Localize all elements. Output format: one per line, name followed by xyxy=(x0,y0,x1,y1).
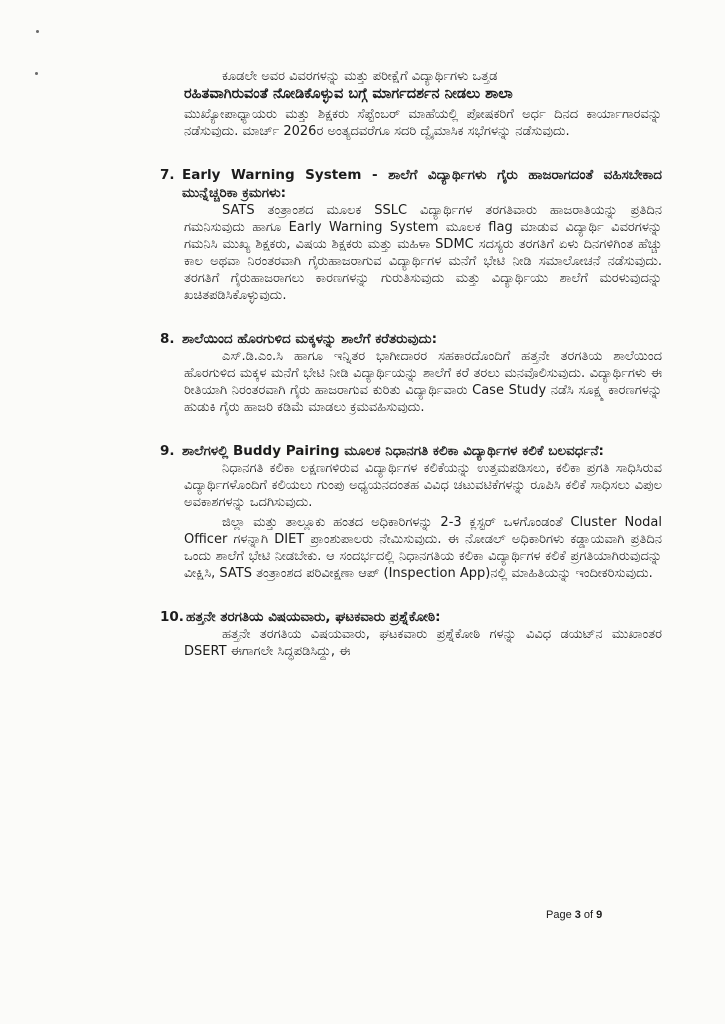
section-paragraph: SATS ತಂತ್ರಾಂಶದ ಮೂಲಕ SSLC ವಿದ್ಯಾರ್ಥಿಗಳ ತರಗತಿವಾರು ಹಾಜರಾತಿಯನ್ನು ಪ್ರತಿದಿನ ಗಮನಿಸುವುದು ಹಾಗೂ Early Warning System ಮೂಲಕ flag ಮಾಡುವ ವಿದ್ಯಾರ್ಥಿ ವಿವರಗಳನ್ನು ಗಮನಿಸಿ ಮುಖ್ಯ ಶಿಕ್ಷಕರು, ವಿಷಯ ಶಿಕ್ಷಕರು ಮತ್ತು ಮಹಿಳಾ SDMC ಸದಸ್ಯರು ತರಗತಿಗೆ ಏಳು ದಿನಗಳಿಗಿಂತ ಹೆಚ್ಚು ಕಾಲ ಅಥವಾ ನಿರಂತರವಾಗಿ ಗೈರುಹಾಜರಾಗುವ ವಿದ್ಯಾರ್ಥಿಗಳ ಮನೆಗೆ ಭೇಟಿ ನೀಡಿ ಸಮಾಲೋಚನೆ ನಡೆಸುವುದು. ತರಗತಿಗೆ ಗೈರುಹಾಜರಾಗಲು ಕಾರಣಗಳನ್ನು ಗುರುತಿಸುವುದು ಮತ್ತು ವಿದ್ಯಾರ್ಥಿಯು ಶಾಲೆಗೆ ಮರಳುವುದನ್ನು ಖಚಿತಪಡಿಸಿಕೊಳ್ಳುವುದು. xyxy=(184,203,662,303)
section-number: 8. xyxy=(160,331,175,347)
section-9 xyxy=(162,442,662,582)
page-prefix: Page xyxy=(546,909,575,921)
section-paragraph: ಹತ್ತನೇ ತರಗತಿಯ ವಿಷಯವಾರು, ಘಟಕವಾರು ಪ್ರಶ್ನೆಕೋಠಿ ಗಳನ್ನು ವಿವಿಧ ಡಯಟ್‌ನ ಮುಖಾಂತರ DSERT ಈಗಾಗಲೇ ಸಿದ್ಧಪಡಿಸಿದ್ದು, ಈ xyxy=(184,627,662,659)
section-10 xyxy=(162,608,662,660)
page-content xyxy=(162,68,662,660)
intro-line-2: ರಹಿತವಾಗಿರುವಂತೆ ನೋಡಿಕೊಳ್ಳುವ ಬಗ್ಗೆ ಮಾರ್ಗದರ್ಶನ ನೀಡಲು ಶಾಲಾ xyxy=(184,86,513,102)
section-title: Early Warning System - ಶಾಲೆಗೆ ವಿದ್ಯಾರ್ಥಿಗಳು ಗೈರು ಹಾಜರಾಗದಂತೆ ವಹಿಸಬೇಕಾದ ಮುನ್ನೆಚ್ಚರಿಕಾ ಕ್ರಮಗಳು: xyxy=(182,167,662,201)
section-number: 10. xyxy=(160,609,184,625)
section-heading xyxy=(162,608,662,626)
scan-speck xyxy=(36,30,39,33)
section-number: 9. xyxy=(160,443,175,459)
page-total: 9 xyxy=(596,909,603,921)
page-of: of xyxy=(580,909,597,921)
page-current: 3 xyxy=(574,909,581,921)
section-paragraph: ಎಸ್.ಡಿ.ಎಂ.ಸಿ ಹಾಗೂ ಇನ್ನಿತರ ಭಾಗೀದಾರರ ಸಹಕಾರದೊಂದಿಗೆ ಹತ್ತನೇ ತರಗತಿಯ ಶಾಲೆಯಿಂದ ಹೊರಗುಳಿದ ಮಕ್ಕಳ ಮನೆಗೆ ಭೇಟಿ ನೀಡಿ ವಿದ್ಯಾರ್ಥಿಯನ್ನು ಶಾಲೆಗೆ ಕರೆ ತರಲು ಮನವೊಲಿಸುವುದು. ವಿದ್ಯಾರ್ಥಿಗಳು ಈ ರೀತಿಯಾಗಿ ನಿರಂತರವಾಗಿ ಗೈರು ಹಾಜರಾಗುವ ಕುರಿತು ವಿದ್ಯಾರ್ಥಿವಾರು Case Study ನಡೆಸಿ ಸೂಕ್ಷ್ಮ ಕಾರಣಗಳನ್ನು ಹುಡುಕಿ ಗೈರು ಹಾಜರಿ ಕಡಿಮೆ ಮಾಡಲು ಕ್ರಮವಹಿಸುವುದು. xyxy=(184,349,662,415)
section-title: ಹತ್ತನೇ ತರಗತಿಯ ವಿಷಯವಾರು, ಘಟಕವಾರು ಪ್ರಶ್ನೆಕೋಠಿ: xyxy=(186,609,441,625)
scan-speck xyxy=(35,72,38,75)
intro-line-1: ಕೂಡಲೇ ಅವರ ವಿವರಗಳನ್ನು ಮತ್ತು ಪರೀಕ್ಷೆಗೆ ವಿದ್ಯಾರ್ಥಿಗಳು ಒತ್ತಡ xyxy=(222,69,498,84)
section-heading xyxy=(162,166,662,202)
section-paragraph: ಜಿಲ್ಲಾ ಮತ್ತು ತಾಲ್ಲೂಕು ಹಂತದ ಅಧಿಕಾರಿಗಳನ್ನು 2-3 ಕ್ಲಸ್ಟರ್ ಒಳಗೊಂಡಂತೆ Cluster Nodal Officer ಗಳನ್ನಾಗಿ DIET ಪ್ರಾಂಶುಪಾಲರು ನೇಮಿಸುವುದು. ಈ ನೋಡಲ್ ಅಧಿಕಾರಿಗಳು ಕಡ್ಡಾಯವಾಗಿ ಪ್ರತಿದಿನ ಒಂದು ಶಾಲೆಗೆ ಭೇಟಿ ನೀಡಬೇಕು. ಆ ಸಂದರ್ಭದಲ್ಲಿ ನಿಧಾನಗತಿಯ ಕಲಿಕಾ ವಿದ್ಯಾರ್ಥಿಗಳ ಕಲಿಕೆ ಪ್ರಗತಿಯಾಗಿರುವುದನ್ನು ವೀಕ್ಷಿಸಿ, SATS ತಂತ್ರಾಂಶದ ಪರಿವೀಕ್ಷಣಾ ಆಪ್ (Inspection App)ನಲ್ಲಿ ಮಾಹಿತಿಯನ್ನು ಇಂದೀಕರಿಸುವುದು. xyxy=(184,515,662,581)
section-paragraph: ನಿಧಾನಗತಿ ಕಲಿಕಾ ಲಕ್ಷಣಗಳಿರುವ ವಿದ್ಯಾರ್ಥಿಗಳ ಕಲಿಕೆಯನ್ನು ಉತ್ತಮಪಡಿಸಲು, ಕಲಿಕಾ ಪ್ರಗತಿ ಸಾಧಿಸಿರುವ ವಿದ್ಯಾರ್ಥಿಗಳೊಂದಿಗೆ ಕಲಿಯಲು ಗುಂಪು ಅಧ್ಯಯನದಂತಹ ವಿವಿಧ ಚಟುವಟಿಕೆಗಳನ್ನು ರೂಪಿಸಿ ಕಲಿಕೆ ಸಾಧಿಸಲು ವಿಪುಲ ಅವಕಾಶಗಳನ್ನು ಒದಗಿಸುವುದು. xyxy=(184,461,662,510)
section-8 xyxy=(162,330,662,416)
section-title: ಶಾಲೆಗಳಲ್ಲಿ Buddy Pairing ಮೂಲಕ ನಿಧಾನಗತಿ ಕಲಿಕಾ ವಿದ್ಯಾರ್ಥಿಗಳ ಕಲಿಕೆ ಬಲವರ್ಧನೆ: xyxy=(182,443,604,459)
intro-rest: ಮುಖ್ಯೋಪಾಧ್ಯಾಯರು ಮತ್ತು ಶಿಕ್ಷಕರು ಸೆಪ್ಟೆಂಬರ್ ಮಾಹೆಯಲ್ಲಿ ಪೋಷಕರಿಗೆ ಅರ್ಧ ದಿನದ ಕಾರ್ಯಾಗಾರವನ್ನು ನಡೆಸುವುದು. ಮಾರ್ಚ್ 2026ರ ಅಂತ್ಯದವರೆಗೂ ಸದರಿ ದ್ವೈಮಾಸಿಕ ಸಭೆಗಳನ್ನು ನಡೆಸುವುದು. xyxy=(184,107,662,139)
section-heading xyxy=(162,442,662,460)
page-number xyxy=(546,909,602,921)
section-heading xyxy=(162,330,662,348)
section-number: 7. xyxy=(160,167,175,183)
intro-paragraph xyxy=(162,68,662,140)
section-title: ಶಾಲೆಯಿಂದ ಹೊರಗುಳಿದ ಮಕ್ಕಳನ್ನು ಶಾಲೆಗೆ ಕರೆತರುವುದು: xyxy=(182,331,437,347)
section-7 xyxy=(162,166,662,304)
